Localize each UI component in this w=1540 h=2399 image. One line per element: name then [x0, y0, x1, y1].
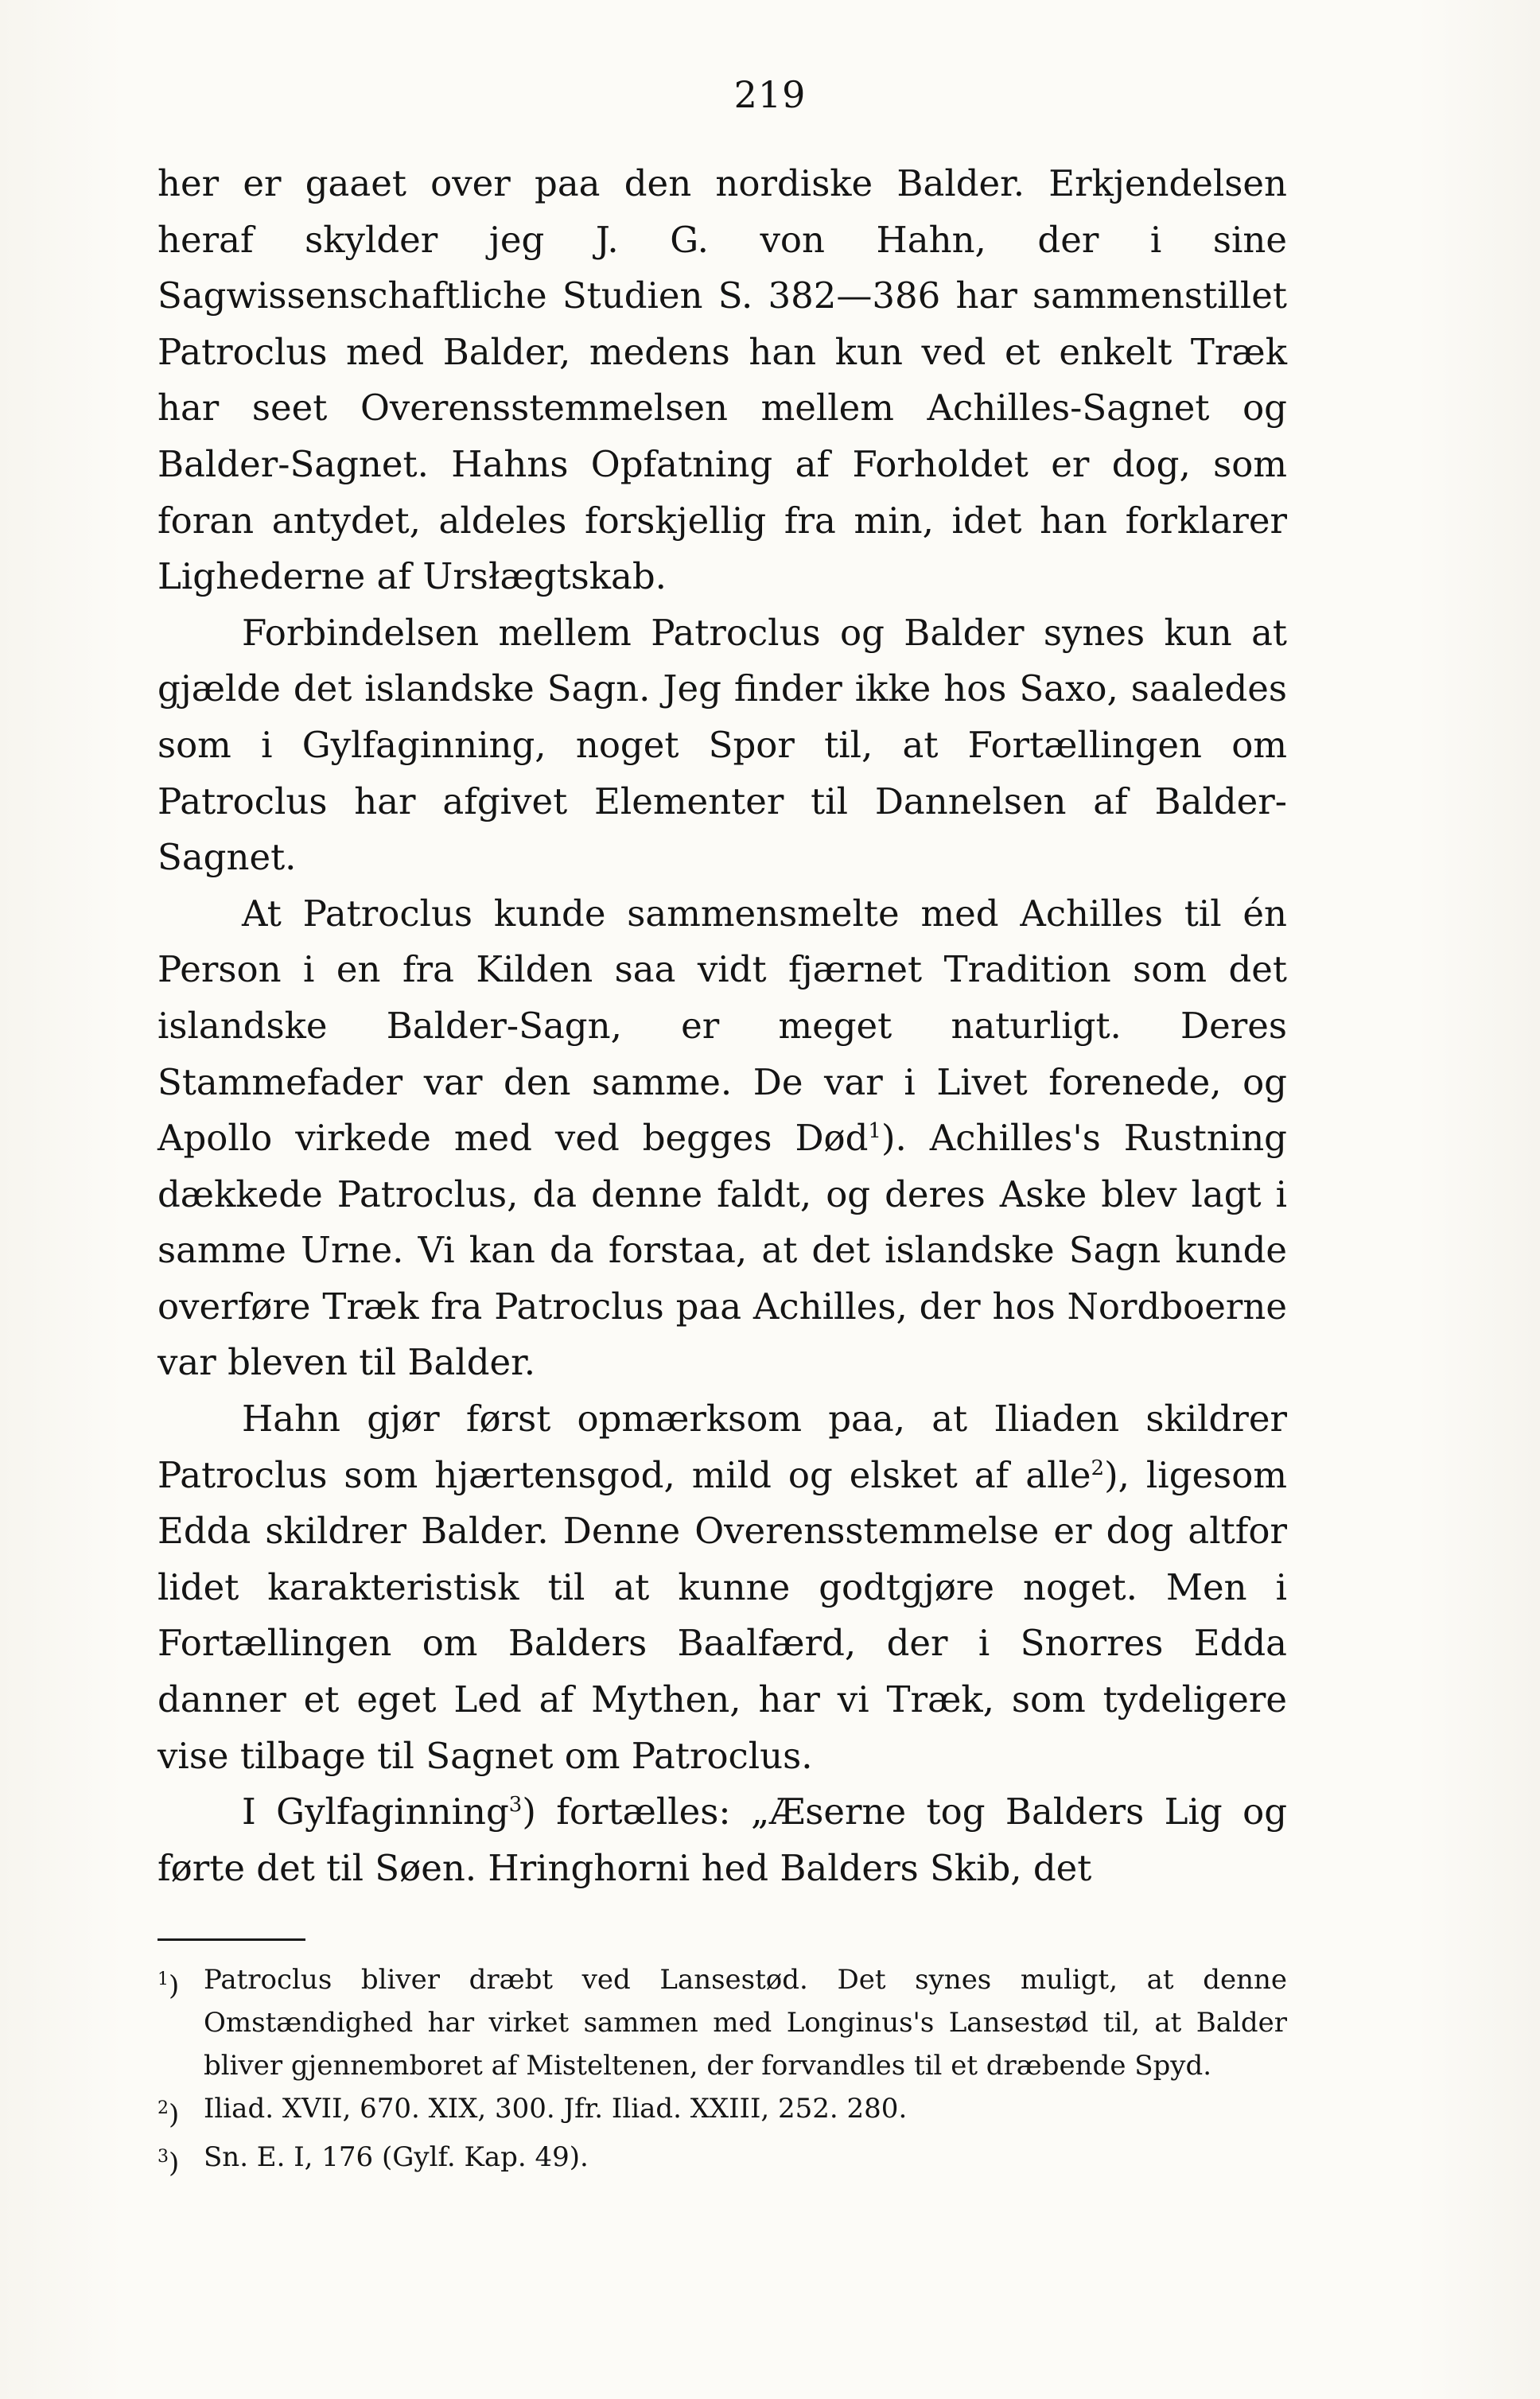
footnote-reference-2: 2 [1091, 1456, 1105, 1480]
paragraph-3 [158, 886, 1287, 1391]
page-number: 219 [733, 73, 807, 116]
footnote-3-text: Sn. E. I, 176 (Gylf. Kap. 49). [204, 2141, 589, 2174]
footnote-3 [158, 2136, 1287, 2184]
paragraph-3-text-before-note: At Patroclus kunde sammensmelte med Achilles til én Person i en fra Kilden saa vidt fjærnet Tradition som det islandske Balder-Sagn, er meget naturligt. Deres Stammefader var den samme. De var i Livet forenede, og Apollo virkede med ved begges Død [158, 892, 1287, 1160]
paragraph-2: Forbindelsen mellem Patroclus og Balder synes kun at gjælde det islandske Sagn. Jeg finder ikke hos Saxo, saaledes som i Gylfaginning, noget Spor til, at Fortællingen om Patroclus har afgivet Elementer til Dannelsen af Balder-Sagnet. [158, 611, 1287, 879]
paragraph-4 [158, 1391, 1287, 1784]
footnote-1-text: Patroclus bliver dræbt ved Lansestød. Det synes muligt, at denne Omstændighed har virket sammen med Longinus's Lansestød til, at Balder bliver gjennemboret af Misteltenen, der forvandles til et dræbende Spyd. [204, 1964, 1287, 2082]
paragraph-5-text-before-note: I Gylfaginning [242, 1791, 509, 1833]
paragraph-5-text-after-note: ) fortælles: „Æserne tog Balders Lig og førte det til Søen. Hringhorni hed Balders Skib, det [158, 1791, 1287, 1889]
footnote-1 [158, 1958, 1287, 2087]
paragraph-3-text-after-note: ). Achilles's Rustning dækkede Patroclus, da denne faldt, og deres Aske blev lagt i samme Urne. Vi kan da forstaa, at det islandske Sagn kunde overføre Træk fra Patroclus paa Achilles, der hos Nordboerne var bleven til Balder. [158, 1117, 1287, 1384]
footnote-1-mark: $^1$) [158, 1969, 180, 2002]
footnote-2-mark: $^2$) [158, 2098, 180, 2131]
footnote-2 [158, 2087, 1287, 2136]
footnote-separator [158, 1938, 305, 1941]
footnote-2-text: Iliad. XVII, 670. XIX, 300. Jfr. Iliad. XXIII, 252. 280. [204, 2093, 908, 2125]
main-text [158, 156, 1287, 1896]
paragraph-5 [158, 1784, 1287, 1896]
paragraph-1: her er gaaet over paa den nordiske Balder. Erkjendelsen heraf skylder jeg J. G. von Hahn, der i sine Sagwissenschaftliche Studien S. 382—386 har sammenstillet Patroclus med Balder, medens han kun ved et enkelt Træk har seet Overensstemmelsen mellem Achilles-Sagnet og Balder-Sagnet. Hahns Opfatning af Forholdet er dog, som foran antydet, aldeles forskjellig fra min, idet han forklarer Lighederne af Ursłægtskab. [158, 162, 1287, 598]
footnote-reference-1: 1 [868, 1119, 881, 1144]
footnote-reference-3: 3 [508, 1793, 523, 1818]
paragraph-4-text-after-note: ), ligesom Edda skildrer Balder. Denne Overensstemmelse er dog altfor lidet karakteristisk til at kunne godtgjøre noget. Men i Fortællingen om Balders Baalfærd, der i Snorres Edda danner et eget Led af Mythen, har vi Træk, som tydeligere vise tilbage til Sagnet om Patroclus. [158, 1453, 1287, 1777]
paragraph-4-text-before-note: Hahn gjør først opmærksom paa, at Iliaden skildrer Patroclus som hjærtensgod, mild og elsket af alle [158, 1398, 1287, 1496]
footnotes [158, 1958, 1287, 2185]
footnote-3-mark: $^3$) [158, 2147, 180, 2179]
